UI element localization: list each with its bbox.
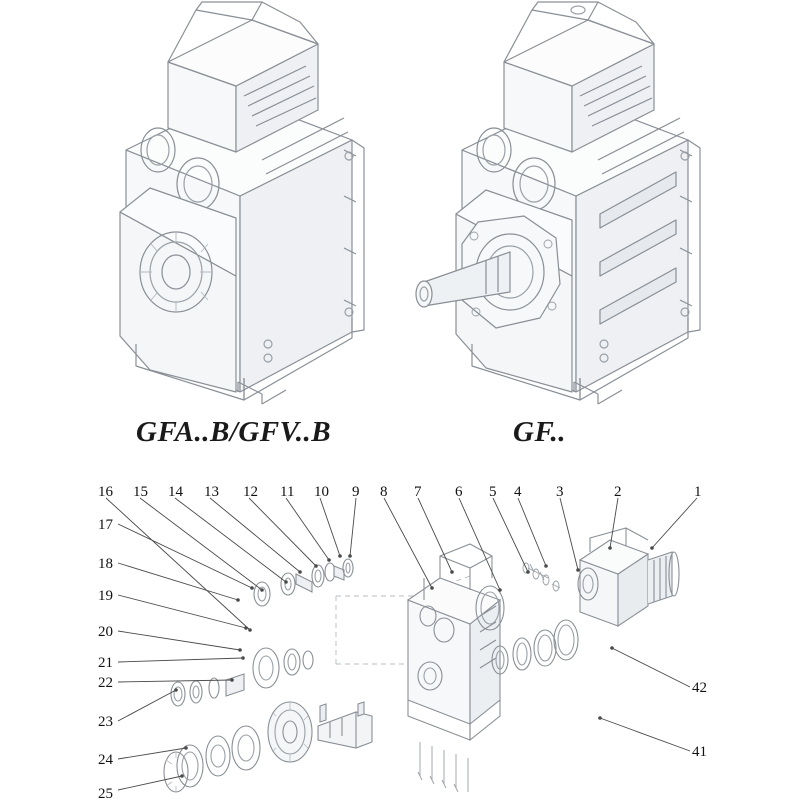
- leader-dot-16: [248, 628, 252, 632]
- leader-line-2: [610, 498, 618, 548]
- gearbox-view-left: [120, 2, 364, 404]
- callout-number-13: 13: [204, 484, 219, 500]
- leader-dot-1: [650, 546, 654, 550]
- callout-number-23: 23: [98, 714, 113, 730]
- leader-line-4: [518, 498, 546, 566]
- callout-number-15: 15: [133, 484, 148, 500]
- leader-line-7: [418, 498, 452, 572]
- callout-number-42: 42: [692, 680, 707, 696]
- callout-number-10: 10: [314, 484, 329, 500]
- leader-dot-41: [598, 716, 602, 720]
- callout-number-1: 1: [694, 484, 702, 500]
- leader-line-25: [118, 776, 182, 790]
- leader-dot-18: [236, 598, 240, 602]
- leader-line-12: [249, 498, 316, 566]
- callout-number-3: 3: [556, 484, 564, 500]
- leader-line-42: [612, 648, 690, 687]
- leader-dot-42: [610, 646, 614, 650]
- leader-line-41: [600, 718, 690, 751]
- leader-line-18: [118, 563, 238, 600]
- exploded-gear-shaft: [164, 702, 372, 792]
- exploded-small-parts-upper: [254, 559, 353, 606]
- callout-number-11: 11: [280, 484, 295, 500]
- callout-number-6: 6: [455, 484, 463, 500]
- leader-dot-25: [180, 774, 184, 778]
- leader-line-15: [140, 498, 262, 590]
- leader-line-8: [384, 498, 432, 588]
- callout-number-22: 22: [98, 675, 113, 691]
- leader-line-9: [350, 498, 356, 556]
- leader-dot-15: [260, 588, 264, 592]
- leader-dot-19: [244, 626, 248, 630]
- callout-number-4: 4: [514, 484, 522, 500]
- leader-dot-7: [450, 570, 454, 574]
- leader-line-6: [459, 498, 500, 590]
- leader-line-14: [175, 498, 286, 582]
- leader-line-22: [118, 680, 232, 682]
- leader-line-23: [118, 690, 176, 721]
- callout-number-18: 18: [98, 556, 113, 572]
- leader-line-19: [118, 595, 246, 628]
- leader-dot-4: [544, 564, 548, 568]
- leader-dot-9: [348, 554, 352, 558]
- leader-dot-24: [184, 746, 188, 750]
- callout-number-24: 24: [98, 752, 113, 768]
- leader-line-11: [286, 498, 329, 560]
- leader-dot-11: [327, 558, 331, 562]
- leader-dot-22: [230, 678, 234, 682]
- leader-line-21: [118, 658, 243, 662]
- leader-dot-6: [498, 588, 502, 592]
- leader-line-20: [118, 631, 240, 650]
- callout-number-25: 25: [98, 786, 113, 802]
- callout-number-19: 19: [98, 588, 113, 604]
- leader-dot-17: [250, 586, 254, 590]
- leader-dot-8: [430, 586, 434, 590]
- exploded-housing: [408, 544, 500, 792]
- leader-line-3: [560, 498, 578, 570]
- leader-dot-3: [576, 568, 580, 572]
- leader-dot-2: [608, 546, 612, 550]
- callout-number-20: 20: [98, 624, 113, 640]
- callout-number-17: 17: [98, 517, 113, 533]
- caption-left-view: GFA..B/GFV..B: [136, 416, 332, 448]
- leader-dot-21: [241, 656, 245, 660]
- leader-dot-5: [526, 570, 530, 574]
- gearbox-view-right: [416, 2, 700, 404]
- callout-number-2: 2: [614, 484, 622, 500]
- callout-number-12: 12: [243, 484, 258, 500]
- leader-line-17: [118, 524, 252, 588]
- leader-line-1: [652, 498, 697, 548]
- leader-dot-10: [338, 554, 342, 558]
- exploded-motor-adapter: [578, 528, 679, 626]
- leader-dot-12: [314, 564, 318, 568]
- caption-right-view: GF..: [513, 416, 567, 448]
- callout-number-41: 41: [692, 744, 707, 760]
- callout-number-9: 9: [352, 484, 360, 500]
- callout-number-21: 21: [98, 655, 113, 671]
- leader-dot-14: [284, 580, 288, 584]
- callout-number-5: 5: [489, 484, 497, 500]
- callout-number-16: 16: [98, 484, 113, 500]
- leader-line-10: [320, 498, 340, 556]
- leader-dot-23: [174, 688, 178, 692]
- callout-number-8: 8: [380, 484, 388, 500]
- callout-number-14: 14: [168, 484, 183, 500]
- callout-number-7: 7: [414, 484, 422, 500]
- leader-dot-13: [298, 570, 302, 574]
- leader-dot-20: [238, 648, 242, 652]
